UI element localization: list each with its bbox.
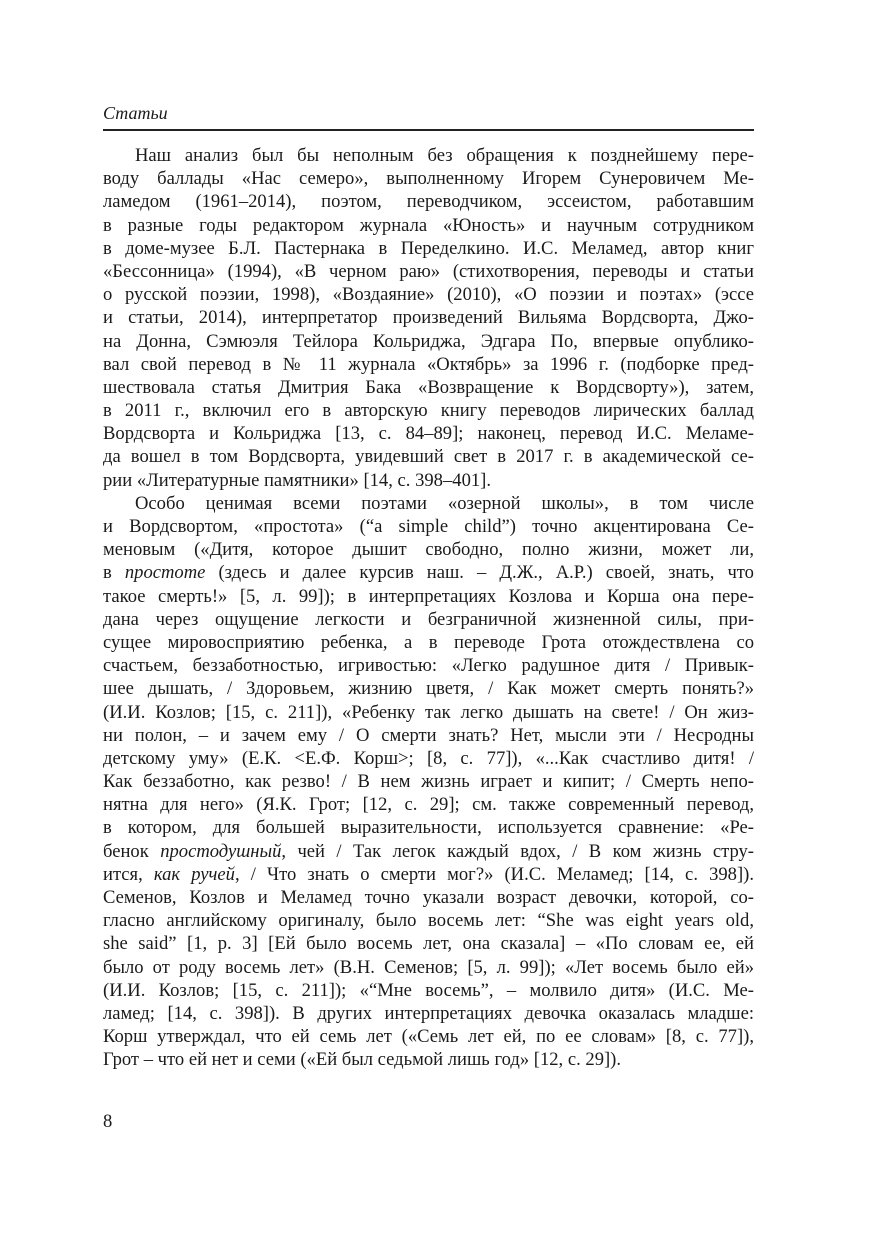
text-segment: детскому уму» (Е.К. <Е.Ф. Корш>; [8, с. 77]), «...Как счастливо дитя! / (103, 747, 754, 769)
text-segment: Семенов, Козлов и Меламед точно указали возраст девочки, которой, со- (103, 887, 754, 908)
text-line (103, 376, 754, 399)
text-line (103, 585, 754, 608)
text-line (103, 330, 754, 353)
text-segment: ламед; [14, с. 398]). В других интерпретациях девочка оказалась младше: (103, 1002, 754, 1024)
text-segment: дана через ощущение легкости и безграничной жизненной силы, при- (103, 608, 754, 630)
text-line (103, 1048, 754, 1071)
text-line (103, 492, 754, 515)
text-segment: гласно английскому оригиналу, было восемь лет: “She was eight years old, (103, 910, 754, 932)
text-segment: в 2011 г., включил его в авторскую книгу переводов лирических баллад (103, 400, 754, 422)
page-number: 8 (103, 1111, 113, 1132)
text-line (103, 445, 754, 468)
text-line (103, 770, 754, 793)
header-rule (103, 129, 754, 131)
text-line (103, 793, 754, 816)
text-segment: «Бессонница» (1994), «В черном раю» (стихотворения, переводы и статьи (103, 260, 754, 282)
text-line (103, 237, 754, 260)
text-segment: в котором, для большей выразительности, используется сравнение: «Ре- (103, 817, 754, 839)
text-segment: такое смерть!» [5, л. 99]); в интерпретациях Козлова и Корша она пере- (103, 585, 754, 607)
text-line (103, 399, 754, 422)
text-line (103, 167, 754, 190)
text-segment: и статьи, 2014), интерпретатор произведений Вильяма Вордсворта, Джо- (103, 307, 754, 329)
text-segment: (здесь и далее курсив наш. – Д.Ж., А.Р.) своей, знать, что (205, 562, 754, 584)
text-segment: в разные годы редактором журнала «Юность» и научным сотрудником (103, 214, 754, 236)
text-segment: на Донна, Сэмюэля Тейлора Кольриджа, Эдгара По, впервые опублико- (103, 330, 754, 352)
text-line (103, 932, 754, 955)
text-segment: счастьем, беззаботностью, игривостью: «Легко радушное дитя / Привык- (103, 655, 754, 677)
text-line (103, 515, 754, 538)
italic-segment: простодушный (160, 840, 282, 862)
text-segment: шее дышать, / Здоровьем, жизнию цветя, / Как может смерть понять?» (103, 678, 754, 700)
text-segment: воду баллады «Нас семеро», выполненному Игорем Сунеровичем Ме- (103, 168, 754, 190)
text-segment: ится, (103, 863, 154, 885)
text-segment: Особо ценимая всеми поэтами «озерной школы», в том числе (135, 492, 754, 514)
text-segment: сущее мировосприятию ребенка, а в переводе Грота отождествлена со (103, 631, 754, 653)
text-segment: и Вордсвортом, «простота» (“a simple child”) точно акцентирована Се- (103, 516, 754, 537)
italic-segment: простоте (124, 562, 206, 584)
text-line (103, 886, 754, 909)
text-line (103, 677, 754, 700)
text-segment: вал свой перевод в № 11 журнала «Октябрь» за 1996 г. (подборке пред- (103, 353, 754, 375)
text-segment: (И.И. Козлов; [15, с. 211]), «Ребенку так легко дышать на свете! / Он жиз- (103, 701, 754, 723)
text-line (103, 1002, 754, 1025)
text-segment: Грот – что ей нет и семи («Ей был седьмой лишь год» [12, с. 29]). (103, 1049, 622, 1071)
text-line (103, 654, 754, 677)
paragraph (103, 492, 754, 1072)
text-segment: было от роду восемь лет» (В.Н. Семенов; [5, л. 99]); «Лет восемь было ей» (103, 956, 754, 978)
text-line (103, 214, 754, 237)
text-line (103, 840, 754, 863)
text-segment: шествовала статья Дмитрия Бака «Возвращение к Вордсворту»), затем, (103, 376, 754, 398)
text-line (103, 469, 754, 492)
text-segment: (И.И. Козлов; [15, с. 211]); «“Мне восемь”, – молвило дитя» (И.С. Ме- (103, 979, 754, 1001)
text-segment: Корш утверждал, что ей семь лет («Семь лет ей, по ее словам» [8, с. 77]), (103, 1026, 754, 1048)
text-line (103, 701, 754, 724)
text-line (103, 863, 754, 886)
text-segment: да вошел в том Вордсворта, увидевший свет в 2017 г. в академической се- (103, 446, 754, 468)
italic-segment: как ручей (153, 863, 235, 885)
body-text (103, 144, 754, 1072)
text-segment: бенок (103, 840, 161, 862)
text-line (103, 190, 754, 213)
text-line (103, 561, 754, 584)
text-line (103, 260, 754, 283)
text-line (103, 1025, 754, 1048)
text-line (103, 144, 754, 167)
text-segment: ни полон, – и зачем ему / О смерти знать? Нет, мысли эти / Несродны (103, 724, 754, 746)
text-line (103, 979, 754, 1002)
text-line (103, 956, 754, 979)
text-line (103, 422, 754, 445)
text-segment: Наш анализ был бы неполным без обращения к позднейшему пере- (135, 145, 754, 166)
text-segment: рии «Литературные памятники» [14, с. 398–401]. (103, 469, 491, 491)
text-segment: нятна для него» (Я.К. Грот; [12, с. 29]; см. также современный перевод, (103, 794, 754, 816)
running-head: Статьи (103, 103, 168, 123)
text-segment: в (103, 562, 125, 584)
text-line (103, 538, 754, 561)
text-line (103, 747, 754, 770)
text-segment: о русской поэзии, 1998), «Воздаяние» (2010), «О поэзии и поэтах» (эссе (103, 284, 754, 306)
text-segment: меновым («Дитя, которое дышит свободно, полно жизни, может ли, (103, 539, 754, 561)
text-line (103, 724, 754, 747)
text-segment: Вордсворта и Кольриджа [13, с. 84–89]; наконец, перевод И.С. Меламе- (103, 423, 754, 445)
text-segment: ламедом (1961–2014), поэтом, переводчиком, эссеистом, работавшим (103, 191, 754, 213)
text-line (103, 816, 754, 839)
text-line (103, 283, 754, 306)
text-line (103, 909, 754, 932)
text-segment: , чей / Так легок каждый вдох, / В ком жизнь стру- (281, 840, 755, 862)
text-segment: в доме-музее Б.Л. Пастернака в Переделкино. И.С. Меламед, автор книг (103, 237, 754, 259)
text-line (103, 306, 754, 329)
text-segment: , / Что знать о смерти мог?» (И.С. Меламед; [14, с. 398]). (234, 863, 755, 885)
text-line (103, 353, 754, 376)
text-segment: she said” [1, p. 3] [Ей было восемь лет, она сказала] – «По словам ее, ей (103, 933, 754, 955)
paragraph (103, 144, 754, 492)
text-line (103, 631, 754, 654)
text-segment: Как беззаботно, как резво! / В нем жизнь играет и кипит; / Смерть непо- (103, 771, 754, 793)
text-line (103, 608, 754, 631)
